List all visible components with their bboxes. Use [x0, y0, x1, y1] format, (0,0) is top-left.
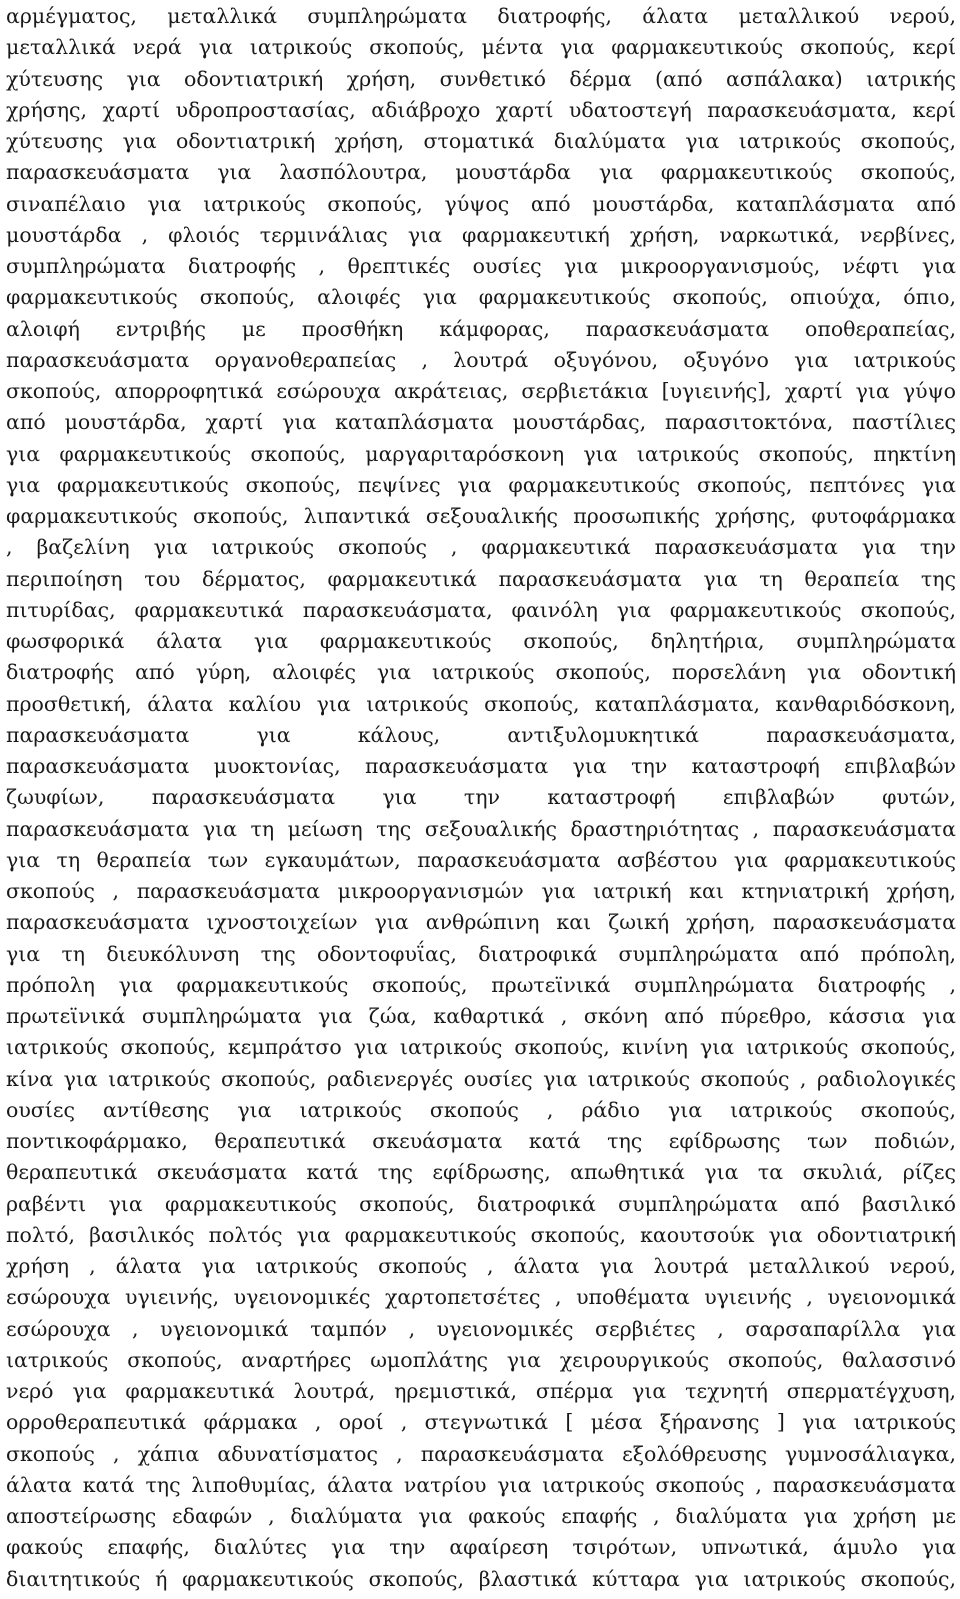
- text-line: αρμέγματος, μεταλλικά συμπληρώματα διατροφής, άλατα μεταλλικού νερού,: [6, 4, 956, 28]
- text-line: προσθετική, άλατα καλίου για ιατρικούς σκοπούς, καταπλάσματα, κανθαριδόσκονη,: [6, 691, 956, 716]
- text-line: ραβέντι για φαρμακευτικούς σκοπούς, διατροφικά συμπληρώματα από βασιλικό: [6, 1191, 956, 1216]
- text-line: συμπληρώματα διατροφής , θρεπτικές ουσίες για μικροοργανισμούς, νέφτι για: [6, 254, 956, 278]
- text-line: διαιτητικούς ή φαρμακευτικούς σκοπούς, βλαστικά κύτταρα για ιατρικούς σκοπούς,: [6, 1566, 956, 1591]
- text-line: ορροθεραπευτικά φάρμακα , οροί , στεγνωτικά [ μέσα ξήρανσης ] για ιατρικούς: [6, 1410, 956, 1435]
- text-line: πολτό, βασιλικός πολτός για φαρμακευτικούς σκοπούς, καουτσούκ για οδοντιατρική: [6, 1222, 956, 1247]
- text-line: παρασκευάσματα για κάλους, αντιξυλομυκητικά παρασκευάσματα,: [6, 722, 956, 747]
- text-line: πρόπολη για φαρμακευτικούς σκοπούς, πρωτεϊνικά συμπληρώματα διατροφής ,: [6, 972, 956, 997]
- text-line: μουστάρδα , φλοιός τερμινάλιας για φαρμακευτική χρήση, ναρκωτικά, νερβίνες,: [6, 222, 956, 247]
- text-line: παρασκευάσματα οργανοθεραπείας , λουτρά οξυγόνου, οξυγόνο για ιατρικούς: [6, 347, 956, 372]
- text-line: παρασκευάσματα μυοκτονίας, παρασκευάσματα για την καταστροφή επιβλαβών: [6, 754, 956, 778]
- text-line: εσώρουχα , υγειονομικά ταμπόν , υγειονομικές σερβιέτες , σαρσαπαρίλλα για: [6, 1316, 956, 1341]
- text-line: φαρμακευτικούς σκοπούς, λιπαντικά σεξουαλικής προσωπικής χρήσης, φυτοφάρμακα: [6, 504, 956, 528]
- text-line: για τη θεραπεία των εγκαυμάτων, παρασκευάσματα ασβέστου για φαρμακευτικούς: [6, 847, 956, 872]
- text-line: σκοπούς , χάπια αδυνατίσματος , παρασκευάσματα εξολόθρευσης γυμνοσάλιαγκα,: [6, 1441, 956, 1466]
- text-line: ουσίες αντίθεσης για ιατρικούς σκοπούς , ράδιο για ιατρικούς σκοπούς,: [6, 1097, 956, 1122]
- text-line: αποστείρωσης εδαφών , διαλύματα για φακούς επαφής , διαλύματα για χρήση με: [6, 1504, 956, 1528]
- text-line: ιατρικούς σκοπούς, αναρτήρες ωμοπλάτης για χειρουργικούς σκοπούς, θαλασσινό: [6, 1347, 956, 1372]
- document-page: [6, 0, 956, 1599]
- text-line: χύτευσης για οδοντιατρική χρήση, στοματικά διαλύματα για ιατρικούς σκοπούς,: [6, 129, 956, 153]
- text-line: σκοπούς , παρασκευάσματα μικροοργανισμών για ιατρική και κτηνιατρική χρήση,: [6, 879, 956, 903]
- text-line: νερό για φαρμακευτικά λουτρά, ηρεμιστικά, σπέρμα για τεχνητή σπερματέγχυση,: [6, 1379, 956, 1403]
- text-line: κίνα για ιατρικούς σκοπούς, ραδιενεργές ουσίες για ιατρικούς σκοπούς , ραδιολογικές: [6, 1066, 956, 1091]
- text-line: ζωυφίων, παρασκευάσματα για την καταστροφή επιβλαβών φυτών,: [6, 785, 956, 810]
- text-line: αλοιφή εντριβής με προσθήκη κάμφορας, παρασκευάσματα οποθεραπείας,: [6, 316, 956, 341]
- text-line: περιποίηση του δέρματος, φαρμακευτικά παρασκευάσματα για τη θεραπεία της: [6, 566, 956, 591]
- text-line: παρασκευάσματα ιχνοστοιχείων για ανθρώπινη και ζωική χρήση, παρασκευάσματα: [6, 910, 956, 935]
- text-line: παρασκευάσματα για λασπόλουτρα, μουστάρδα για φαρμακευτικούς σκοπούς,: [6, 160, 956, 185]
- text-line: μεταλλικά νερά για ιατρικούς σκοπούς, μέντα για φαρμακευτικούς σκοπούς, κερί: [6, 35, 956, 60]
- text-line: σκοπούς, απορροφητικά εσώρουχα ακράτειας, σερβιετάκια [υγιεινής], χαρτί για γύψο: [6, 379, 956, 403]
- text-line: φαρμακευτικούς σκοπούς, αλοιφές για φαρμακευτικούς σκοπούς, οπιούχα, όπιο,: [6, 285, 956, 310]
- text-line: για φαρμακευτικούς σκοπούς, μαργαριταρόσκονη για ιατρικούς σκοπούς, πηκτίνη: [6, 441, 956, 466]
- body-paragraph: [6, 0, 956, 1595]
- text-line: από μουστάρδα, χαρτί για καταπλάσματα μουστάρδας, παρασιτοκτόνα, παστίλιες: [6, 410, 956, 435]
- text-line: πιτυρίδας, φαρμακευτικά παρασκευάσματα, φαινόλη για φαρμακευτικούς σκοπούς,: [6, 597, 956, 622]
- text-line: παρασκευάσματα για τη μείωση της σεξουαλικής δραστηριότητας , παρασκευάσματα: [6, 816, 956, 841]
- text-line: φωσφορικά άλατα για φαρμακευτικούς σκοπούς, δηλητήρια, συμπληρώματα: [6, 629, 956, 653]
- text-line: χύτευσης για οδοντιατρική χρήση, συνθετικό δέρμα (από ασπάλακα) ιατρικής: [6, 66, 956, 91]
- text-line: θεραπευτικά σκευάσματα κατά της εφίδρωσης, απωθητικά για τα σκυλιά, ρίζες: [6, 1160, 956, 1185]
- text-line: άλατα κατά της λιποθυμίας, άλατα νατρίου για ιατρικούς σκοπούς , παρασκευάσματα: [6, 1472, 956, 1497]
- text-line: φακούς επαφής, διαλύτες για την αφαίρεση τσιρότων, υπνωτικά, άμυλο για: [6, 1535, 956, 1560]
- text-line: σιναπέλαιο για ιατρικούς σκοπούς, γύψος από μουστάρδα, καταπλάσματα από: [6, 191, 956, 216]
- text-line: ιατρικούς σκοπούς, κεμπράτσο για ιατρικούς σκοπούς, κινίνη για ιατρικούς σκοπούς,: [6, 1035, 956, 1060]
- text-line: πρωτεϊνικά συμπληρώματα για ζώα, καθαρτικά , σκόνη από πύρεθρο, κάσσια για: [6, 1004, 956, 1028]
- text-line: για τη διευκόλυνση της οδοντοφυΐας, διατροφικά συμπληρώματα από πρόπολη,: [6, 941, 956, 966]
- text-line: χρήσης, χαρτί υδροπροστασίας, αδιάβροχο χαρτί υδατοστεγή παρασκευάσματα, κερί: [6, 97, 956, 122]
- text-line: διατροφής από γύρη, αλοιφές για ιατρικούς σκοπούς, πορσελάνη για οδοντική: [6, 660, 956, 685]
- text-line: , βαζελίνη για ιατρικούς σκοπούς , φαρμακευτικά παρασκευάσματα για την: [6, 535, 956, 560]
- text-line: για φαρμακευτικούς σκοπούς, πεψίνες για φαρμακευτικούς σκοπούς, πεπτόνες για: [6, 472, 956, 497]
- text-line: εσώρουχα υγιεινής, υγειονομικές χαρτοπετσέτες , υποθέματα υγιεινής , υγειονομικά: [6, 1285, 956, 1310]
- text-line: ποντικοφάρμακο, θεραπευτικά σκευάσματα κατά της εφίδρωσης των ποδιών,: [6, 1129, 956, 1153]
- text-line: χρήση , άλατα για ιατρικούς σκοπούς , άλατα για λουτρά μεταλλικού νερού,: [6, 1254, 956, 1278]
